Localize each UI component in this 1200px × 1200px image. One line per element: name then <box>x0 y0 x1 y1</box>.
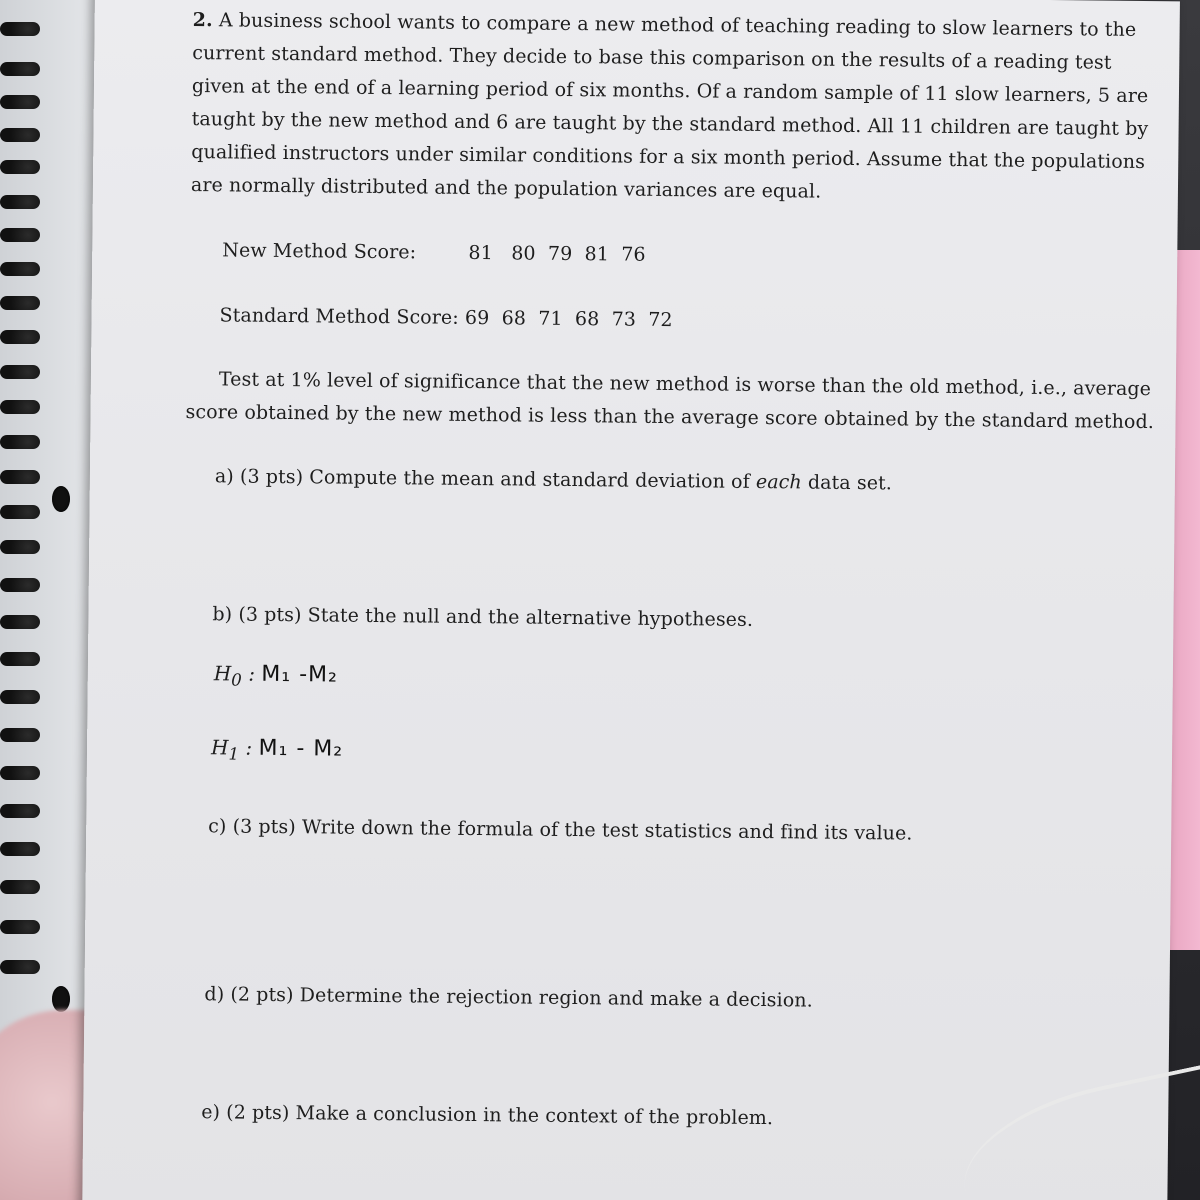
punch-hole <box>52 986 70 1012</box>
spiral-ring <box>0 960 40 974</box>
standard-method-score: 71 <box>538 307 563 330</box>
part-d-question: d) (2 pts) Determine the rejection region and make a decision. <box>204 983 813 1012</box>
h0-handwritten-answer: M₁ -M₂ <box>261 661 339 688</box>
spiral-ring <box>0 690 40 704</box>
problem-line <box>193 9 1137 41</box>
problem-text-line: are normally distributed and the population variances are equal. <box>190 174 822 203</box>
new-method-score: 76 <box>621 243 646 266</box>
part-a-label: a) (3 pts) Compute the mean and standard deviation of <box>214 465 750 493</box>
part-e-question: e) (2 pts) Make a conclusion in the context of the problem. <box>201 1101 774 1130</box>
null-hypothesis <box>214 661 338 690</box>
spiral-ring <box>0 615 40 629</box>
spiral-ring <box>0 228 40 242</box>
h1-handwritten-answer: M₁ - M₂ <box>258 735 344 762</box>
problem-text-line: current standard method. They decide to base this comparison on the results of a reading test <box>192 42 1112 74</box>
standard-method-score: 73 <box>611 308 637 331</box>
new-method-score: 80 <box>511 242 536 265</box>
alternative-hypothesis <box>211 735 343 764</box>
problem-text-line: given at the end of a learning period of six months. Of a random sample of 11 slow learners, 5 are <box>191 75 1149 108</box>
spiral-ring <box>0 880 40 894</box>
h0-colon: : <box>248 661 256 686</box>
new-method-score: 79 <box>547 242 573 266</box>
spiral-ring <box>0 540 40 554</box>
spiral-ring <box>0 195 40 209</box>
spiral-ring <box>0 296 40 310</box>
part-a-rest: data set. <box>807 471 893 495</box>
part-a-emphasis: each <box>755 470 802 494</box>
new-method-score: 81 <box>584 243 610 266</box>
problem-number: 2. <box>192 9 213 32</box>
spiral-ring <box>0 470 40 484</box>
spiral-ring <box>0 505 40 519</box>
standard-method-score: 72 <box>648 308 673 332</box>
standard-method-label: Standard Method Score: <box>219 304 459 329</box>
spiral-ring <box>0 435 40 449</box>
new-method-score: 81 <box>468 241 493 265</box>
spiral-ring <box>0 400 40 414</box>
spiral-ring <box>0 766 40 780</box>
spiral-ring <box>0 365 40 379</box>
spiral-ring <box>0 22 40 36</box>
h0-subscript: 0 <box>231 670 242 690</box>
h1-colon: : <box>245 735 253 760</box>
spiral-ring <box>0 804 40 818</box>
spiral-ring <box>0 262 40 276</box>
problem-text-line: taught by the new method and 6 are taught by the standard method. All 11 children are taught by <box>191 108 1149 141</box>
standard-method-score: 69 <box>464 306 490 330</box>
worksheet-paper <box>82 0 1180 1200</box>
spiral-ring <box>0 160 40 174</box>
standard-method-row <box>219 304 672 331</box>
standard-method-score: 68 <box>501 307 527 330</box>
part-a-question <box>215 465 892 494</box>
spiral-ring <box>0 920 40 934</box>
spiral-ring <box>0 330 40 344</box>
problem-text-line: A business school wants to compare a new method of teaching reading to slow learners to the <box>218 9 1137 41</box>
h1-symbol: H <box>210 735 229 760</box>
part-b-question: b) (3 pts) State the null and the alternative hypotheses. <box>212 603 754 631</box>
problem-text-line: qualified instructors under similar conditions for a six month period. Assume that the populations <box>191 141 1146 174</box>
spiral-ring <box>0 62 40 76</box>
spiral-ring <box>0 728 40 742</box>
new-method-row <box>222 239 646 265</box>
test-statement-line: score obtained by the new method is less than the average score obtained by the standard method. <box>185 400 1155 434</box>
part-c-question: c) (3 pts) Write down the formula of the test statistics and find its value. <box>208 815 913 845</box>
spiral-ring <box>0 128 40 142</box>
new-method-label: New Method Score: <box>222 239 417 264</box>
standard-method-score: 68 <box>574 308 600 331</box>
spiral-ring <box>0 842 40 856</box>
h1-subscript: 1 <box>228 744 240 764</box>
punch-hole <box>52 486 70 512</box>
spiral-ring <box>0 652 40 666</box>
spiral-ring <box>0 95 40 109</box>
h0-symbol: H <box>213 661 232 686</box>
test-statement-line: Test at 1% level of significance that the new method is worse than the old method, i.e., average <box>218 368 1152 401</box>
spiral-ring <box>0 578 40 592</box>
